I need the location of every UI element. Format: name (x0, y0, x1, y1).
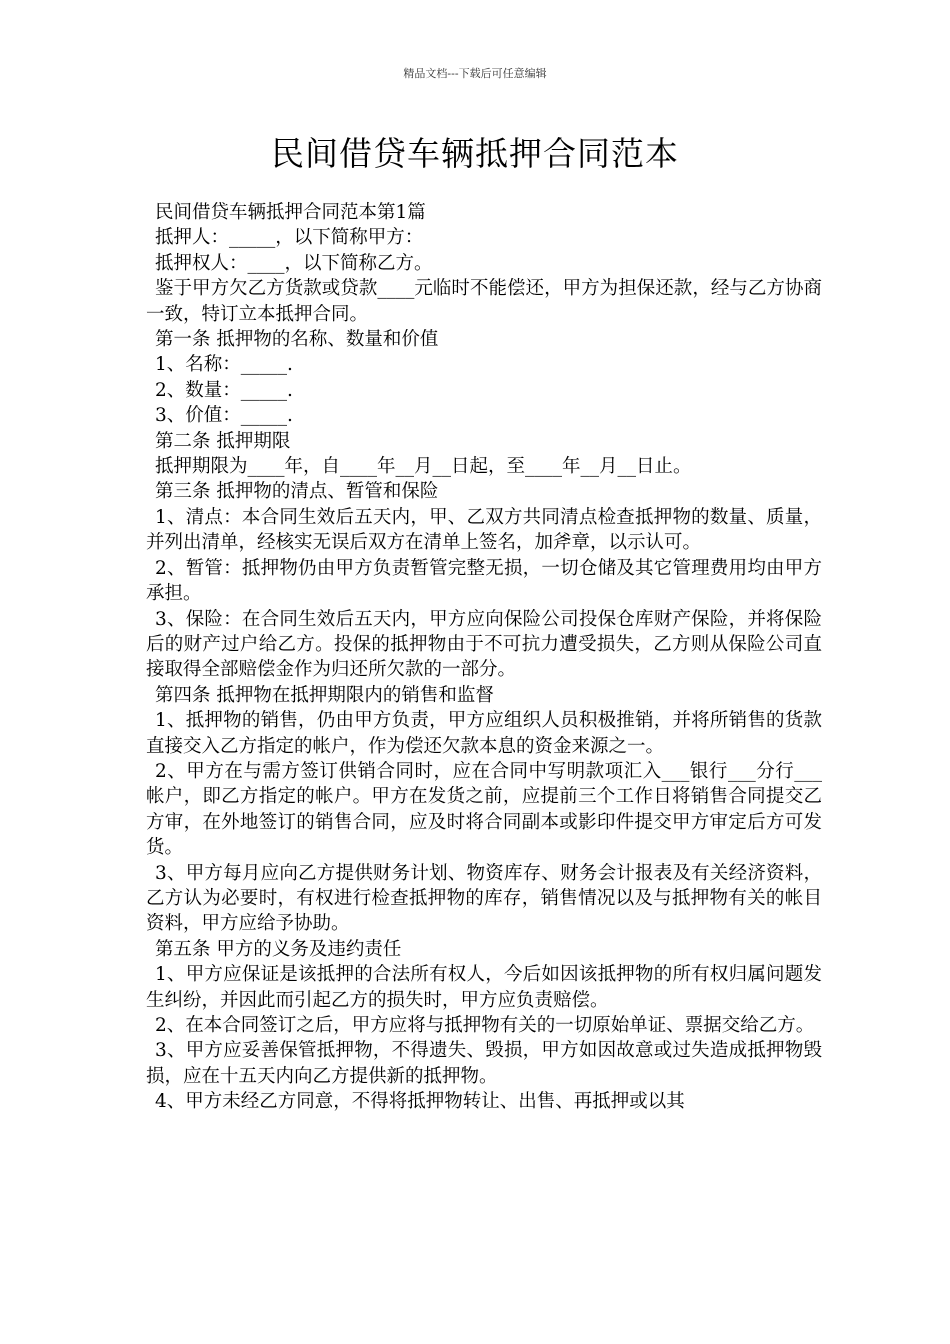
article-heading: 第四条 抵押物在抵押期限内的销售和监督 (155, 684, 494, 706)
paragraph: 抵押权人：____，以下简称乙方。 (155, 252, 433, 274)
paragraph: 1、名称：_____. (155, 354, 293, 376)
paragraph: 抵押期限为____年，自____年__月__日起，至____年__月__日止。 (155, 456, 692, 478)
article-heading: 第三条 抵押物的清点、暂管和保险 (155, 481, 439, 503)
paragraph: 1、甲方应保证是该抵押的合法所有权人，今后如因该抵押物的所有权归属问题发生纠纷，并因此而引起乙方的损失时，甲方应负责赔偿。 (146, 964, 822, 1011)
paragraph: 2、数量：_____. (155, 379, 293, 401)
header-note: 精品文档---下载后可任意编辑 (403, 67, 547, 80)
paragraph: 4、甲方未经乙方同意，不得将抵押物转让、出售、再抵押或以其 (155, 1091, 685, 1113)
paragraph: 1、清点：本合同生效后五天内，甲、乙双方共同清点检查抵押物的数量、质量，并列出清单，经核实无误后双方在清单上签名，加斧章，以示认可。 (146, 506, 822, 554)
paragraph: 2、在本合同签订之后，甲方应将与抵押物有关的一切原始单证、票据交给乙方。 (155, 1015, 815, 1036)
section-heading: 民间借贷车辆抵押合同范本第1篇 (155, 202, 426, 223)
paragraph: 2、暂管：抵押物仍由甲方负责暂管完整无损，一切仓储及其它管理费用均由甲方承担。 (146, 557, 822, 605)
article-heading: 第二条 抵押期限 (155, 430, 291, 452)
paragraph: 抵押人：_____，以下简称甲方： (155, 227, 424, 249)
paragraph: 3、价值：_____. (155, 405, 293, 427)
document-body (146, 200, 822, 1115)
paragraph: 2、甲方在与需方签订供销合同时，应在合同中写明款项汇入___银行___分行___帐户，即乙方指定的帐户。甲方在发货之前，应提前三个工作日将销售合同提交乙方审，在外地签订的销售合同，应及时将合同副本或影印件提交甲方审定后方可发货。 (146, 760, 822, 859)
paragraph: 鉴于甲方欠乙方货款或贷款____元临时不能偿还，甲方为担保还款，经与乙方协商一致，特订立本抵押合同。 (146, 278, 822, 325)
article-heading: 第五条 甲方的义务及违约责任 (155, 938, 402, 960)
paragraph: 1、抵押物的销售，仍由甲方负责，甲方应组织人员积极推销，并将所销售的货款直接交入乙方指定的帐户，作为偿还欠款本息的资金来源之一。 (146, 710, 822, 757)
paragraph: 3、甲方每月应向乙方提供财务计划、物资库存、财务会计报表及有关经济资料，乙方认为必要时，有权进行检查抵押物的库存，销售情况以及与抵押物有关的帐目资料，甲方应给予协助。 (146, 862, 822, 935)
paragraph: 3、保险：在合同生效后五天内，甲方应向保险公司投保仓库财产保险，并将保险后的财产过户给乙方。投保的抵押物由于不可抗力遭受损失，乙方则从保险公司直接取得全部赔偿金作为归还所欠款的一部分。 (146, 608, 822, 681)
document-title: 民间借贷车辆抵押合同范本 (271, 134, 679, 173)
article-heading: 第一条 抵押物的名称、数量和价值 (155, 329, 439, 351)
paragraph: 3、甲方应妥善保管抵押物，不得遗失、毁损，甲方如因故意或过失造成抵押物毁损，应在十五天内向乙方提供新的抵押物。 (146, 1040, 822, 1087)
